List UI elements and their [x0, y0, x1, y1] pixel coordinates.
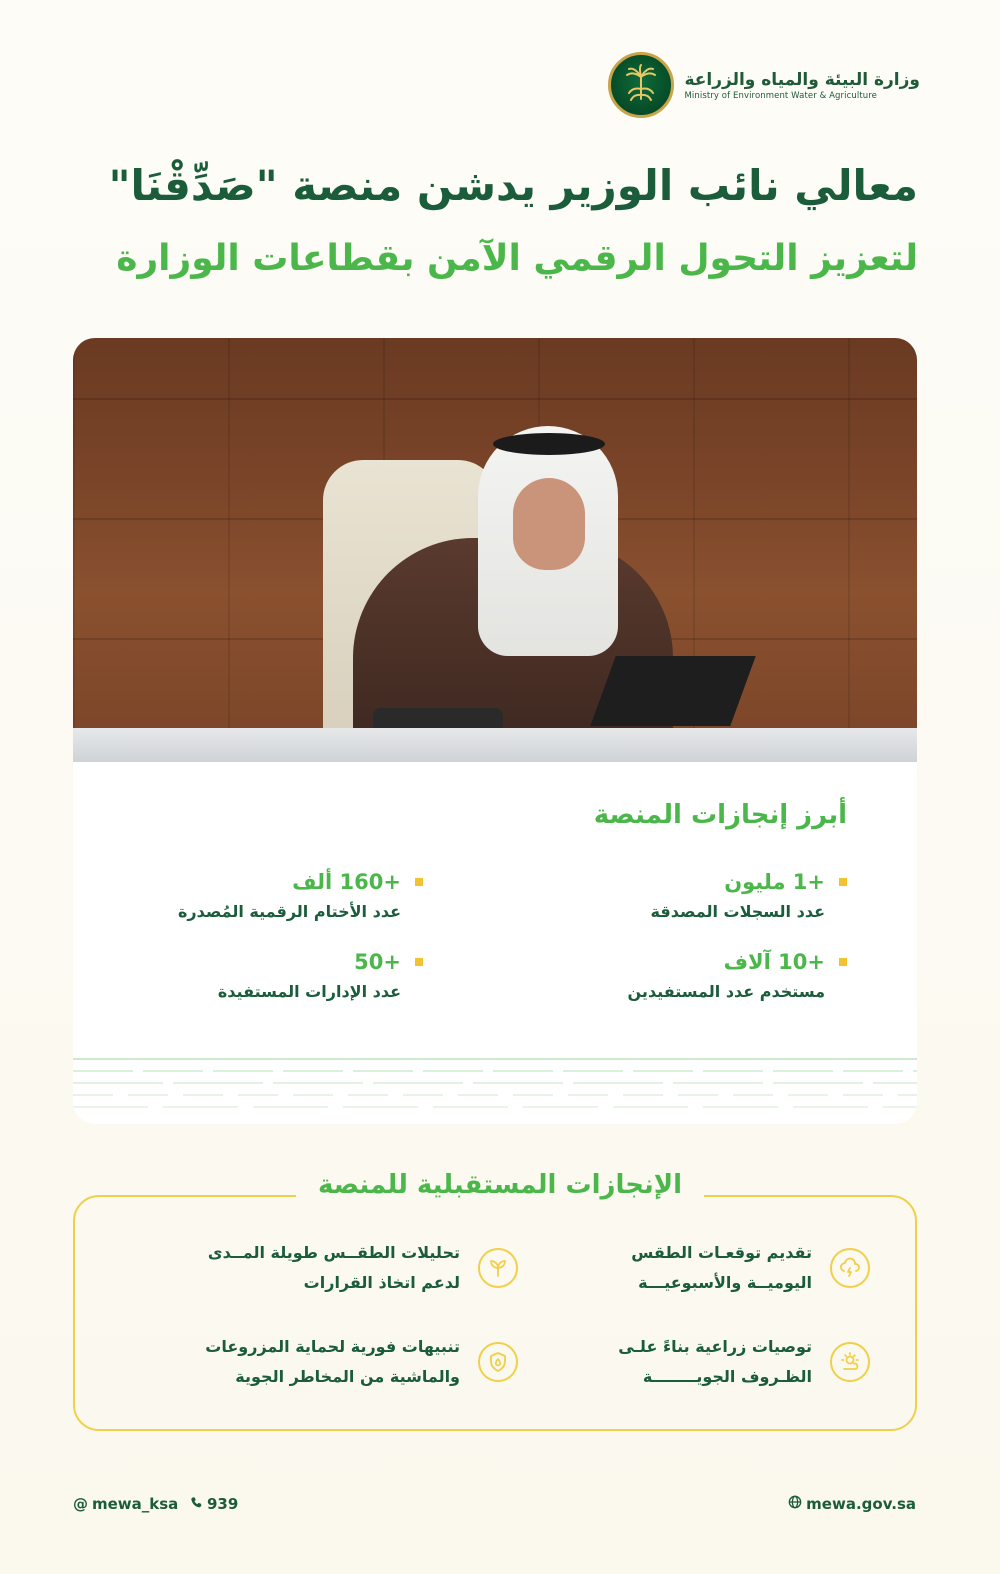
stat-users	[607, 950, 847, 1001]
future-item-line2: الظـروف الجويــــــــة	[642, 1366, 812, 1386]
future-item-line2: لدعم اتخاذ القرارات	[303, 1272, 460, 1292]
stat-value: +10 آلاف	[723, 950, 825, 974]
stat-records	[607, 870, 847, 921]
phone-text: 939	[207, 1495, 239, 1513]
future-item-line1: توصيات زراعية بناءً علـى	[618, 1337, 812, 1356]
future-item-line1: تنبيهات فورية لحماية المزروعات	[205, 1337, 460, 1356]
bullet-icon	[415, 878, 423, 886]
stat-label: عدد السجلات المصدقة	[650, 902, 825, 921]
palm-emblem-icon	[608, 52, 674, 118]
decorative-lines	[73, 1058, 917, 1118]
website-link[interactable]	[788, 1495, 916, 1513]
stat-value: +160 ألف	[292, 870, 401, 894]
stat-seals	[163, 870, 423, 921]
page-title: معالي نائب الوزير يدشن منصة "صَدِّقْنَا"	[108, 161, 918, 210]
future-heading: الإنجازات المستقبلية للمنصة	[296, 1170, 704, 1200]
achievements-card	[73, 338, 917, 1124]
ministry-logo	[608, 52, 920, 118]
at-icon: @	[73, 1495, 88, 1513]
stat-departments	[183, 950, 423, 1001]
page-subtitle: لتعزيز التحول الرقمي الآمن بقطاعات الوزارة	[116, 238, 918, 279]
future-item-line1: تحليلات الطقــس طويلة المــدى	[207, 1243, 460, 1262]
bullet-icon	[415, 958, 423, 966]
future-achievements-box	[73, 1195, 917, 1431]
future-item-line2: والماشية من المخاطر الجوية	[235, 1366, 460, 1386]
globe-icon	[788, 1495, 802, 1513]
deputy-minister-photo	[73, 338, 917, 762]
logo-text	[684, 69, 920, 101]
phone-icon	[190, 1495, 203, 1513]
stat-label: عدد الأختام الرقمية المُصدرة	[177, 902, 401, 921]
stat-label: مستخدم عدد المستفيدين	[627, 982, 825, 1001]
future-item-forecast	[631, 1238, 870, 1297]
stat-value: +1 مليون	[724, 870, 825, 894]
sun-cloud-icon	[830, 1342, 870, 1382]
future-item-alerts	[205, 1332, 518, 1391]
social-handle-link[interactable]	[73, 1495, 178, 1513]
bullet-icon	[839, 958, 847, 966]
future-item-line1: تقديم توقعـات الطقس	[631, 1243, 812, 1262]
future-item-line2: اليوميــة والأسبوعيـــة	[638, 1272, 812, 1292]
stat-label: عدد الإدارات المستفيدة	[217, 982, 401, 1001]
future-item-recommendations	[618, 1332, 870, 1391]
storm-cloud-icon	[830, 1248, 870, 1288]
achievements-heading: أبرز إنجازات المنصة	[593, 800, 847, 830]
leaf-icon	[478, 1248, 518, 1288]
website-text: mewa.gov.sa	[806, 1495, 916, 1513]
phone-link[interactable]	[190, 1495, 238, 1513]
water-shield-icon	[478, 1342, 518, 1382]
future-item-long-range	[208, 1238, 518, 1297]
future-heading-wrap	[0, 1170, 1000, 1200]
stat-value: +50	[354, 950, 401, 974]
logo-english-name: Ministry of Environment Water & Agriculture	[684, 91, 877, 102]
logo-arabic-name: وزارة البيئة والمياه والزراعة	[684, 69, 920, 90]
social-handle-text: mewa_ksa	[92, 1495, 179, 1513]
bullet-icon	[839, 878, 847, 886]
